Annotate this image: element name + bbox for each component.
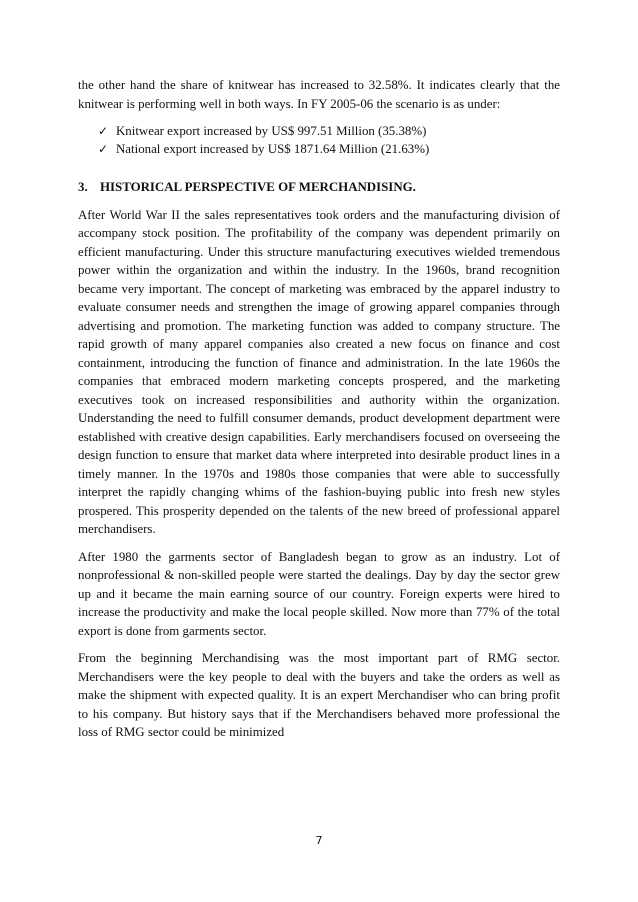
intro-line-2: knitwear is performing well in both ways. In FY 2005-06 the scenario is as under: xyxy=(78,96,501,111)
bullet-text: National export increased by US$ 1871.64 Million (21.63%) xyxy=(116,142,430,157)
list-item xyxy=(98,140,560,158)
section-number: 3. xyxy=(78,180,88,195)
document-body xyxy=(78,76,560,742)
checkmark-icon: ✓ xyxy=(98,142,109,157)
intro-line-1: the other hand the share of knitwear has increased to 32.58%. It indicates clearly that the xyxy=(78,78,560,92)
paragraph-bangladesh: After 1980 the garments sector of Bangladesh began to grow as an industry. Lot of nonprofessional & non-skilled people were started the dealings. Day by day the sector grew up and it became the main earning source of our country. Foreign experts were hired to increase the productivity and make the local people skilled. Now more than 77% of the total export is done from garments sector. xyxy=(78,549,560,638)
section-heading xyxy=(78,178,560,197)
section-title: HISTORICAL PERSPECTIVE OF MERCHANDISING. xyxy=(100,180,416,195)
checkmark-icon: ✓ xyxy=(98,124,109,138)
bullet-text: Knitwear export increased by US$ 997.51 Million (35.38%) xyxy=(116,124,427,138)
paragraph-history: After World War II the sales representatives took orders and the manufacturing division of accompany stock position. The profitability of the company was dependent primarily on efficient manufacturing. Under this structure manufacturing executives wielded tremendous power within the organization and within the industry. In the 1960s, brand recognition became very important. The concept of marketing was embraced by the apparel industry to evaluate consumer needs and strengthen the image of growing apparel companies through advertising and promotion. The marketing function was added to company structure. The rapid growth of many apparel companies also created a new focus on finance and cost containment, introducing the function of finance and administration. In the late 1960s the companies that embraced modern marketing concepts prospered, and the marketing executives took on increased responsibilities and authority within the organization. Understanding the need to fulfill consumer demands, product development department were established with creative design capabilities. Early merchandisers focused on overseeing the design function to ensure that market data where interpreted into desirable product lines in a timely manner. In the 1970s and 1980s those companies that were able to successfully interpret the rapidly changing whims of the fashion-buying public into fresh new styles prospered. This prosperity depended on the talents of the new breed of professional apparel merchandisers. xyxy=(78,207,560,537)
bullet-list xyxy=(78,122,560,158)
list-item xyxy=(98,122,560,140)
page-number: 7 xyxy=(315,834,323,847)
paragraph-merchandising: From the beginning Merchandising was the most important part of RMG sector. Merchandisers were the key people to deal with the buyers and take the orders as well as make the shipment with expected quality. It is an expert Merchandiser who can bring profit to his company. But history says that if the Merchandisers behaved more professional the loss of RMG sector could be minimized xyxy=(78,651,560,740)
